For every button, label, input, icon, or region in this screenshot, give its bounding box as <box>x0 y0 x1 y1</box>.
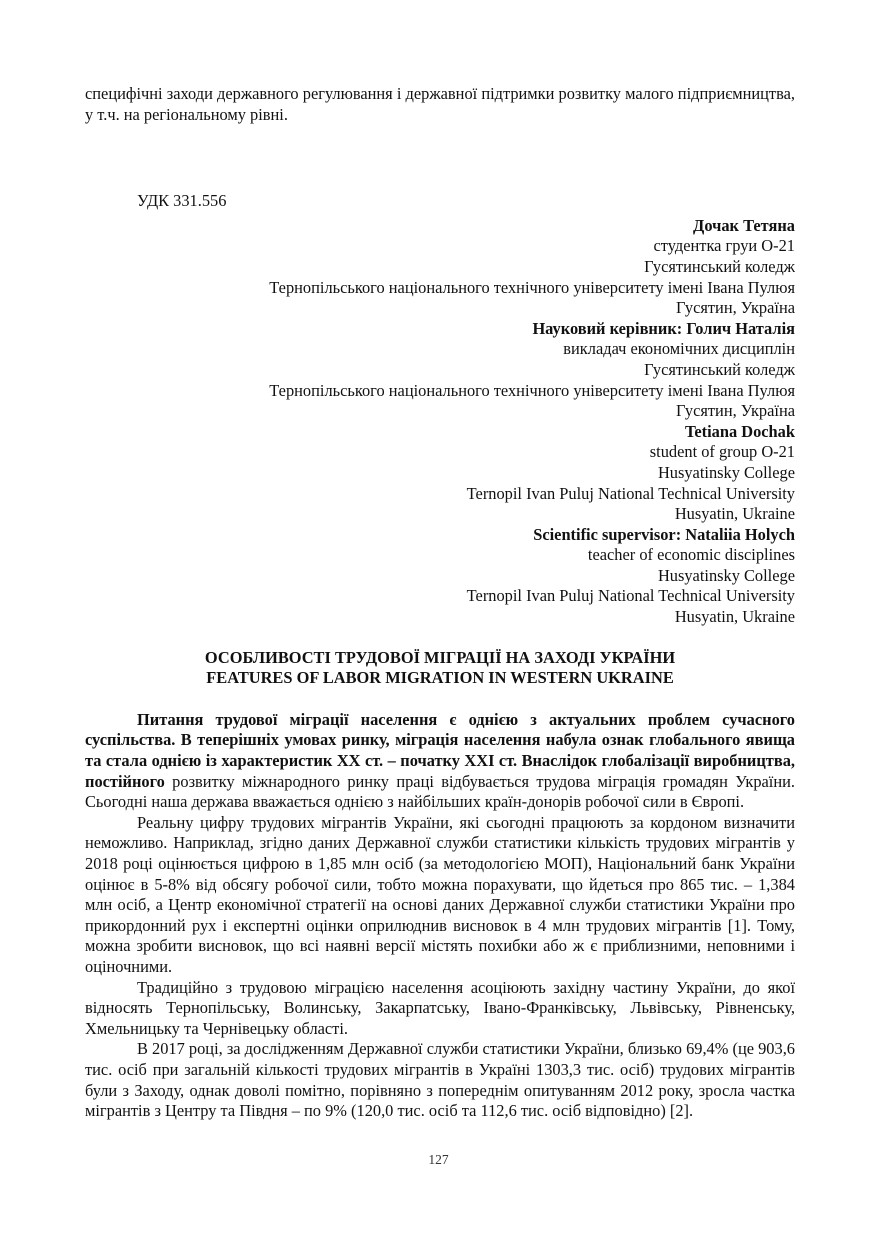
author-line: Гусятин, Україна <box>676 401 795 421</box>
article-titles <box>85 648 795 689</box>
title-english: FEATURES OF LABOR MIGRATION IN WESTERN UKRAINE <box>206 668 674 688</box>
paragraph-1-text: розвитку міжнародного ринку праці відбувається трудова міграція громадян України. Сьогодні наша держава вважається однією з найбільших країн-донорів робочої сили в Європі. <box>85 771 795 812</box>
udk-code: УДК 331.556 <box>137 191 227 211</box>
author-line: Гусятин, Україна <box>676 298 795 318</box>
author-line: Ternopil Ivan Puluj National Technical University <box>466 586 795 606</box>
intro-paragraph: специфічні заходи державного регулювання і державної підтримки розвитку малого підприємництва, у т.ч. на регіональному рівні. <box>85 84 795 124</box>
author-line: Husyatinsky College <box>657 462 795 482</box>
author-line: Тернопільського національного технічного університету імені Івана Пулюя <box>269 380 795 400</box>
author-line: Ternopil Ivan Puluj National Technical University <box>466 483 795 503</box>
page-number: 127 <box>428 1152 449 1167</box>
author-line: Дочак Тетяна <box>693 215 795 235</box>
body-paragraph-4: В 2017 році, за дослідженням Державної служби статистики України, близько 69,4% (це 903,6 тис. осіб при загальній кількості трудових мігрантів в Україні 1303,3 тис. осіб) трудових мігрантів були з Заходу, однак доволі помітно, порівняно з попереднім опитуванням 2012 року, зросла частка мігрантів з Центру та Півдня – по 9% (120,0 тис. осіб та 112,6 тис. осіб відповідно) [2]. <box>85 1039 795 1121</box>
title-ukrainian: ОСОБЛИВОСТІ ТРУДОВОЇ МІГРАЦІЇ НА ЗАХОДІ УКРАЇНИ <box>204 647 676 667</box>
author-line: Husyatin, Ukraine <box>674 607 795 627</box>
author-line: Тернопільського національного технічного університету імені Івана Пулюя <box>269 277 795 297</box>
author-line: Scientific supervisor: Nataliia Holych <box>533 524 795 544</box>
author-line: Husyatinsky College <box>657 565 795 585</box>
author-line: Husyatin, Ukraine <box>674 504 795 524</box>
document-page <box>85 84 795 1122</box>
author-line: Tetiana Dochak <box>684 421 795 441</box>
body-paragraph-2: Реальну цифру трудових мігрантів України, які сьогодні працюють за кордоном визначити неможливо. Наприклад, згідно даних Державної служби статистики кількість трудових мігрантів у 2018 році оцінюється цифрою в 1,85 млн осіб (за методологією МОП), Національний банк України оцінює в 5-8% від обсягу робочої сили, тобто можна порахувати, що йдеться про 865 тис. – 1,384 млн осіб, а Центр економічної стратегії на основі даних Державної служби статистики України про прикордонний рух і експертні оцінки оприлюднив висновок в 4 млн трудових мігрантів [1]. Тому, можна зробити висновок, що всі наявні версії містять похибки або ж є приблизними, неповними і оціночними. <box>85 812 795 976</box>
author-line: teacher of economic disciplines <box>587 545 795 565</box>
body-paragraph-3: Традиційно з трудовою міграцією населення асоціюють західну частину України, до якої відносять Тернопільську, Волинську, Закарпатську, Івано-Франківську, Львівську, Рівненську, Хмельницьку та Чернівецьку області. <box>85 977 795 1038</box>
author-line: студентка груи О-21 <box>653 236 795 256</box>
author-line: Гусятинський коледж <box>644 359 795 379</box>
article-body <box>85 710 795 1122</box>
author-line: Науковий керівник: Голич Наталія <box>532 318 795 338</box>
body-paragraph-1 <box>85 710 795 813</box>
author-line: student of group O-21 <box>649 442 795 462</box>
author-block <box>85 216 795 628</box>
author-line: викладач економічних дисциплін <box>563 339 795 359</box>
author-line: Гусятинський коледж <box>644 256 795 276</box>
paragraph-1-bold-text: Питання трудової міграції населення є однією з актуальних проблем сучасного суспільства. В теперішніх умовах ринку, міграція населення набула ознак глобального явища та стала однією із характеристик ХХ ст. – початку ХХІ ст. Внаслідок глобалізації виробництва, постійного <box>85 709 795 791</box>
